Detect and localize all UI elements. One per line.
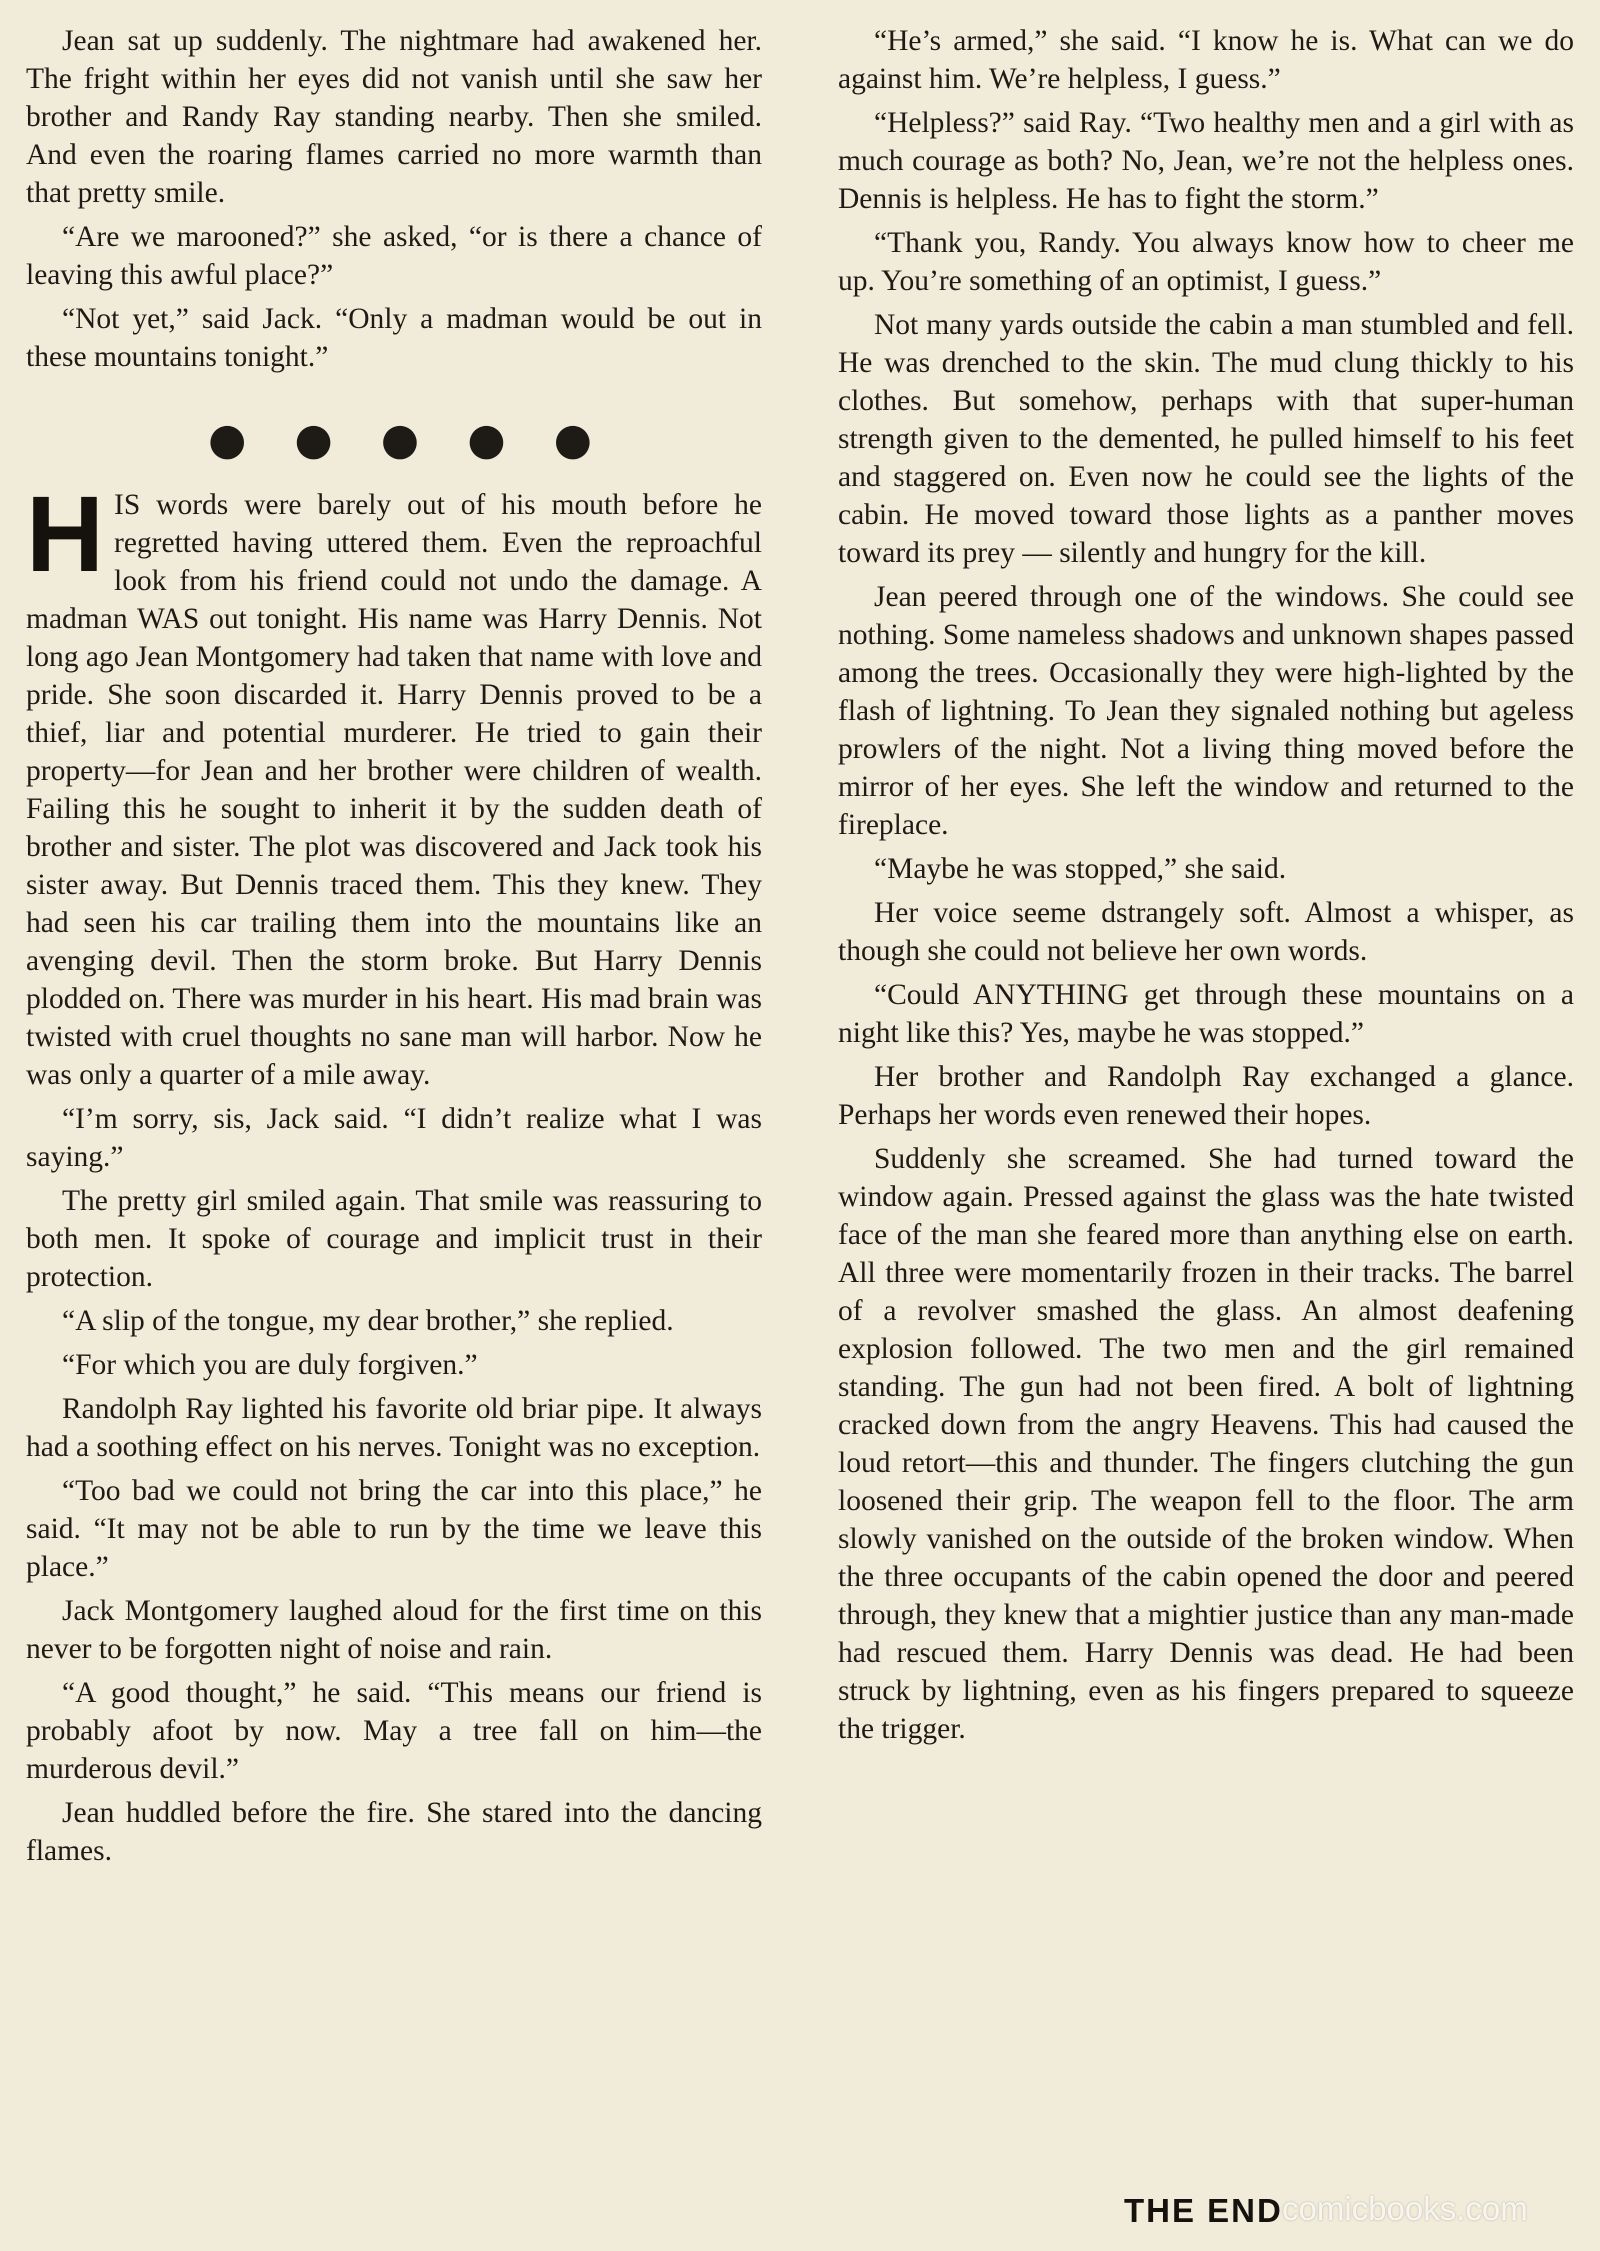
paragraph: “A good thought,” he said. “This means our friend is probably afoot by now. May a tree fall on him—the murderous devil.” [26, 1677, 762, 1785]
paragraph: Her brother and Randolph Ray exchanged a glance. Perhaps her words even renewed their hopes. [838, 1061, 1574, 1131]
dropcap-paragraph [26, 473, 762, 1094]
paragraph: “For which you are duly forgiven.” [62, 1349, 478, 1381]
paragraph: “Helpless?” said Ray. “Two healthy men and a girl with as much courage as both? No, Jean, we’re not the helpless ones. Dennis is helpless. He has to fight the storm.” [838, 107, 1574, 215]
paragraph: Randolph Ray lighted his favorite old briar pipe. It always had a soothing effect on his nerves. Tonight was no exception. [26, 1393, 762, 1463]
right-column [838, 22, 1574, 1754]
paragraph: Jean sat up suddenly. The nightmare had awakened her. The fright within her eyes did not vanish until she saw her brother and Randy Ray standing nearby. Then she smiled. And even the roaring flames carried no more warmth than that pretty smile. [26, 25, 762, 209]
paragraph: “Not yet,” said Jack. “Only a madman would be out in these mountains tonight.” [26, 303, 762, 373]
left-column [26, 22, 762, 1876]
paragraph: Suddenly she screamed. She had turned toward the window again. Pressed against the glass was the hate twisted face of the man she feared more than anything else on earth. All three were momentarily frozen in their tracks. The barrel of a revolver smashed the glass. An almost deafening explosion followed. The two men and the girl remained standing. The gun had not been fired. A bolt of lightning cracked down from the angry Heavens. This had caused the loud retort—this and thunder. The fingers clutching the gun loosened their grip. The weapon fell to the floor. The arm slowly vanished on the outside of the broken window. When the three occupants of the cabin opened the door and peered through, they knew that a mightier justice than any man-made had rescued them. Harry Dennis was dead. He had been struck by lightning, even as his fingers prepared to squeeze the trigger. [838, 1143, 1574, 1745]
paragraph: “I’m sorry, sis, Jack said. “I didn’t realize what I was saying.” [26, 1103, 762, 1173]
paragraph: The pretty girl smiled again. That smile was reassuring to both men. It spoke of courage and implicit trust in their protection. [26, 1185, 762, 1293]
paragraph: “Thank you, Randy. You always know how to cheer me up. You’re something of an optimist, I guess.” [838, 227, 1574, 297]
paragraph: “He’s armed,” she said. “I know he is. What can we do against him. We’re helpless, I guess.” [838, 25, 1574, 95]
paragraph: Not many yards outside the cabin a man stumbled and fell. He was drenched to the skin. The mud clung thickly to his clothes. But somehow, perhaps with that super-human strength given to the demented, he pulled himself to his feet and staggered on. Even now he could see the lights of the cabin. He moved toward those lights as a panther moves toward its prey — silently and hungry for the kill. [838, 309, 1574, 569]
paragraph: “Too bad we could not bring the car into this place,” he said. “It may not be able to run by the time we leave this place.” [26, 1475, 762, 1583]
paragraph-text: IS words were barely out of his mouth before he regretted having uttered them. Even the reproachful look from his friend could not undo the damage. A madman WAS out tonight. His name was Harry Dennis. Not long ago Jean Montgomery had taken that name with love and pride. She soon discarded it. Harry Dennis proved to be a thief, liar and potential murderer. He tried to gain their property—for Jean and her brother were children of wealth. Failing this he sought to inherit it by the sudden death of brother and sister. The plot was discovered and Jack took his sister away. But Dennis traced them. This they knew. They had seen his car trailing them into the mountains like an avenging devil. Then the storm broke. But Harry Dennis plodded on. There was murder in his heart. His mad brain was twisted with cruel thoughts no sane man will harbor. Now he was only a quarter of a mile away. [26, 489, 762, 1091]
paragraph: Her voice seeme dstrangely soft. Almost a whisper, as though she could not believe her own words. [838, 897, 1574, 967]
paragraph: “Could ANYTHING get through these mountains on a night like this? Yes, maybe he was stopped.” [838, 979, 1574, 1049]
paragraph: Jack Montgomery laughed aloud for the first time on this never to be forgotten night of noise and rain. [26, 1595, 762, 1665]
paragraph: “Maybe he was stopped,” she said. [874, 853, 1287, 885]
paragraph: Jean peered through one of the windows. She could see nothing. Some nameless shadows and unknown shapes passed among the trees. Occasionally they were high-lighted by the flash of lightning. To Jean they signaled nothing but ageless prowlers of the night. Not a living thing moved before the mirror of her eyes. She left the window and returned to the fireplace. [838, 581, 1574, 841]
paragraph: “A slip of the tongue, my dear brother,” she replied. [62, 1305, 674, 1337]
paragraph: Jean huddled before the fire. She stared into the dancing flames. [26, 1797, 762, 1867]
watermark: comicbooks.com [1282, 2190, 1528, 2227]
section-divider: ●●●●● [208, 414, 640, 465]
paragraph: “Are we marooned?” she asked, “or is there a chance of leaving this awful place?” [26, 221, 762, 291]
drop-cap: H [26, 473, 104, 594]
the-end-label: THE END [1124, 2192, 1283, 2229]
